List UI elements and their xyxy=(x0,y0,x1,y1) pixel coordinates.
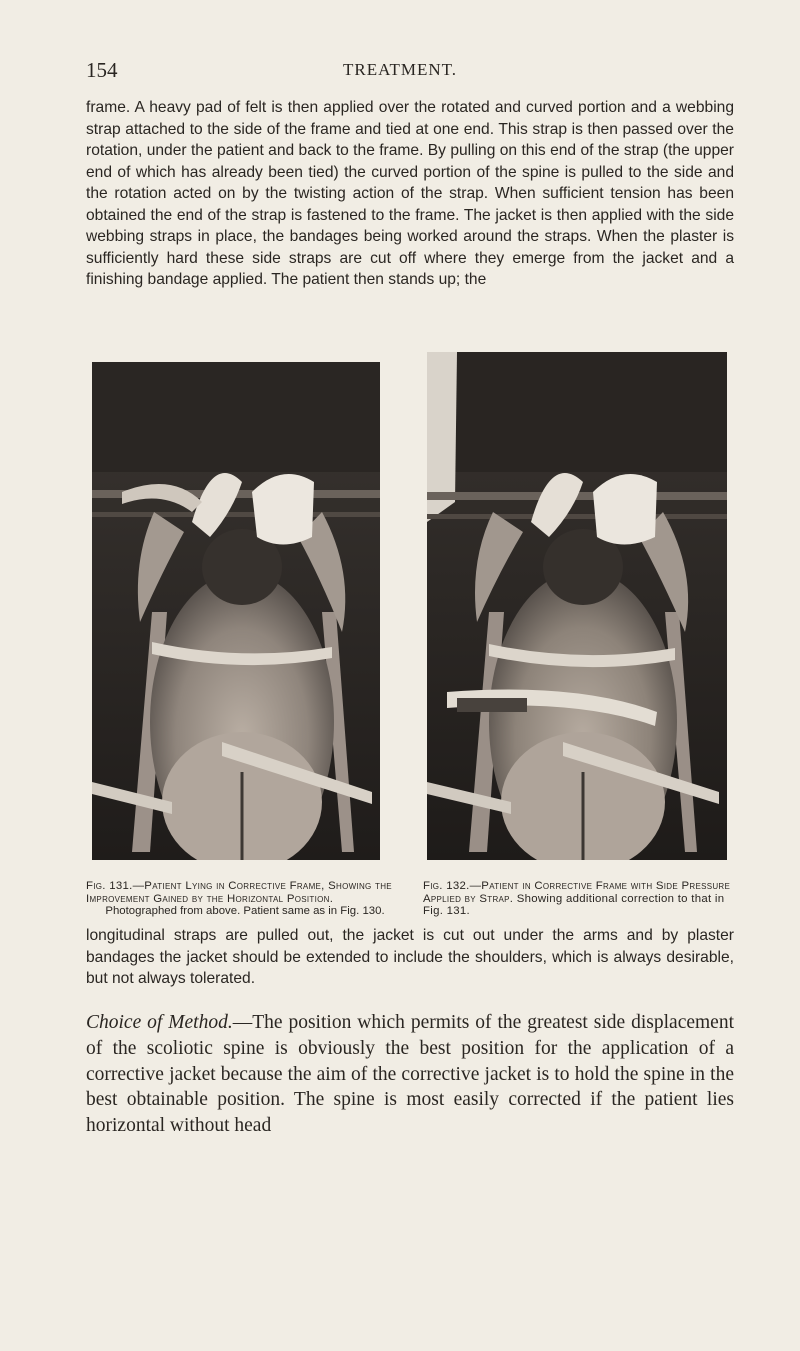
paragraph-3-body: —The position which permits of the greatest side displacement of the scoliotic spine is obviously the best position for the application of a corrective jacket because the aim of the corrective jacket is to hold the spine in the best obtainable position. The spine is most easily corrected if the patient lies horizontal without head xyxy=(86,1012,735,1137)
figure-131-note: Photographed from above. Patient same as in Fig. 130. xyxy=(105,905,385,918)
figure-131-title: —Patient Lying in Corrective Frame, Showing the Improvement Gained by the Horizontal Position. xyxy=(86,880,392,905)
running-head: TREATMENT. xyxy=(342,60,458,79)
figure-132-note: Showing additional correction to that in Fig. 131. xyxy=(423,892,725,918)
figure-132-caption-title xyxy=(423,880,739,918)
figure-132-photo xyxy=(427,352,727,860)
figure-131-caption-title xyxy=(86,880,404,905)
figure-132-title: —Patient in Corrective Frame with Side Pressure Applied by Strap. xyxy=(423,880,731,905)
paragraph-1: frame. A heavy pad of felt is then applied over the rotated and curved portion and a webbing strap attached to the side of the frame and tied at one end. This strap is then passed over the rotation, under the patient and back to the frame. By pulling on this end of the strap (the upper end of which has already been tied) the curved portion of the spine is pulled to the side and the rotation acted on by the twisting action of the strap. When sufficient tension has been obtained the end of the strap is fastened to the frame. The jacket is then applied with the side webbing straps in place, the bandages being worked around the straps. When the plaster is sufficiently hard these side straps are cut off where they emerge from the jacket and a finishing bandage applied. The patient then stands up; the xyxy=(86,99,734,288)
figure-132-caption xyxy=(423,880,739,918)
figure-131-photo xyxy=(92,362,380,860)
paragraph-2: longitudinal straps are pulled out, the jacket is cut out under the arms and by plaster bandages the jacket should be extended to include the shoulders, which is always desirable, but not always tolerated. xyxy=(86,927,734,987)
page-number: 154 xyxy=(86,58,118,82)
section-heading-choice-of-method: Choice of Method. xyxy=(86,1012,233,1033)
page-header xyxy=(86,58,714,84)
figure-132-label: Fig. 132. xyxy=(423,880,470,892)
paragraph-3 xyxy=(86,1010,734,1139)
figure-131-label: Fig. 131. xyxy=(86,880,133,892)
figure-131-caption xyxy=(86,880,404,918)
